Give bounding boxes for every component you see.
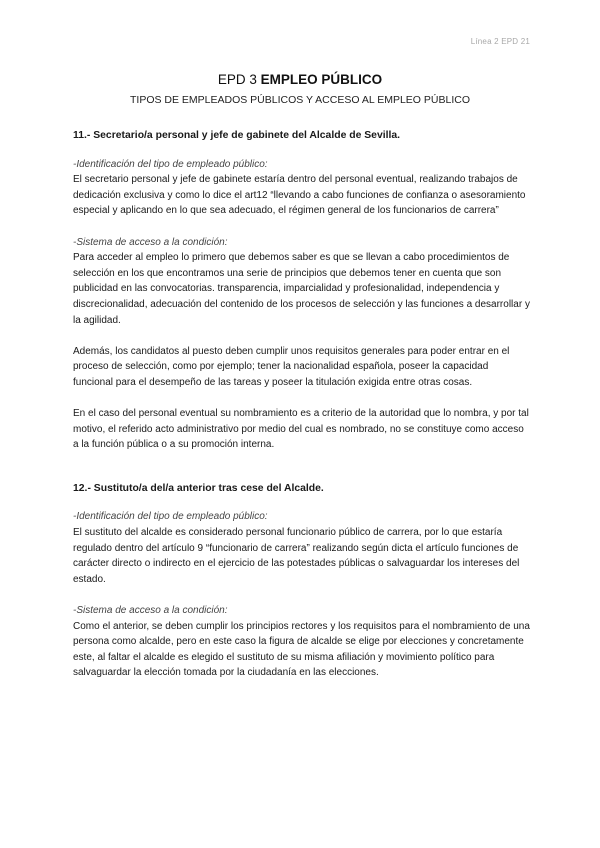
section-label-identificacion: -Identificación del tipo de empleado público:	[73, 158, 268, 170]
section-heading: 11.- Secretario/a personal y jefe de gabinete del Alcalde de Sevilla.	[73, 130, 401, 141]
section-heading: 12.- Sustituto/a del/a anterior tras cese del Alcalde.	[73, 482, 324, 494]
paragraph: Para acceder al empleo lo primero que debemos saber es que se llevan a cabo procedimientos de selección en los que encontramos una serie de principios que debemos tener en cuenta que son publicidad en las convocatorias. transparencia, imparcialidad y profesionalidad, independencia y discrecionalidad, adecuación del contenido de los procesos de selección y las funciones a desarrollar y la agilidad.	[73, 252, 530, 326]
section-12	[73, 481, 531, 681]
document-title	[0, 72, 600, 87]
section-label-acceso: -Sistema de acceso a la condición:	[73, 236, 228, 248]
section-label-acceso: -Sistema de acceso a la condición:	[73, 605, 228, 617]
document-body	[73, 128, 531, 697]
header-note: Línea 2 EPD 21	[470, 37, 530, 46]
document-subtitle: TIPOS DE EMPLEADOS PÚBLICOS Y ACCESO AL EMPLEO PÚBLICO	[129, 94, 470, 106]
paragraph: En el caso del personal eventual su nombramiento es a criterio de la autoridad que lo nombra, y por tal motivo, el referido acto administrativo por medio del cual es nombrado, no se constituye como acceso a la función pública o a su promoción interna.	[73, 408, 529, 451]
section-label-identificacion: -Identificación del tipo de empleado público:	[73, 511, 268, 523]
section-11	[73, 128, 531, 453]
title-prefix: EPD 3	[217, 72, 261, 87]
paragraph: Además, los candidatos al puesto deben cumplir unos requisitos generales para poder entrar en el proceso de selección, como por ejemplo; tener la nacionalidad española, poseer la capacidad funcional para el desempeño de las tareas y poseer la titulación exigida entre otras cosas.	[73, 345, 510, 388]
paragraph: El secretario personal y jefe de gabinete estaría dentro del personal eventual, realizando trabajos de dedicación exclusiva y como lo dice el art12 “llevando a cabo funciones de confianza o asesoramiento especial y aplicando en lo que sea adecuado, el régimen general de los funcionarios de carrera”	[73, 174, 526, 217]
title-bold: EMPLEO PÚBLICO	[260, 72, 383, 87]
paragraph: Como el anterior, se deben cumplir los principios rectores y los requisitos para el nombramiento de una persona como alcalde, pero en este caso la figura de alcalde se elige por elecciones y concretamente este, al faltar el alcalde es elegido el sustituto de su misma afiliación y movimiento político para salvaguardar la elección tomada por la ciudadanía en las elecciones.	[73, 620, 530, 679]
paragraph: El sustituto del alcalde es considerado personal funcionario público de carrera, por lo que estaría regulado dentro del artículo 9 “funcionario de carrera” realizando según dicta el artículo funciones de carácter directo o indirecto en el ejercicio de las potestades públicas o salvaguardar los intereses del estado.	[73, 527, 520, 585]
